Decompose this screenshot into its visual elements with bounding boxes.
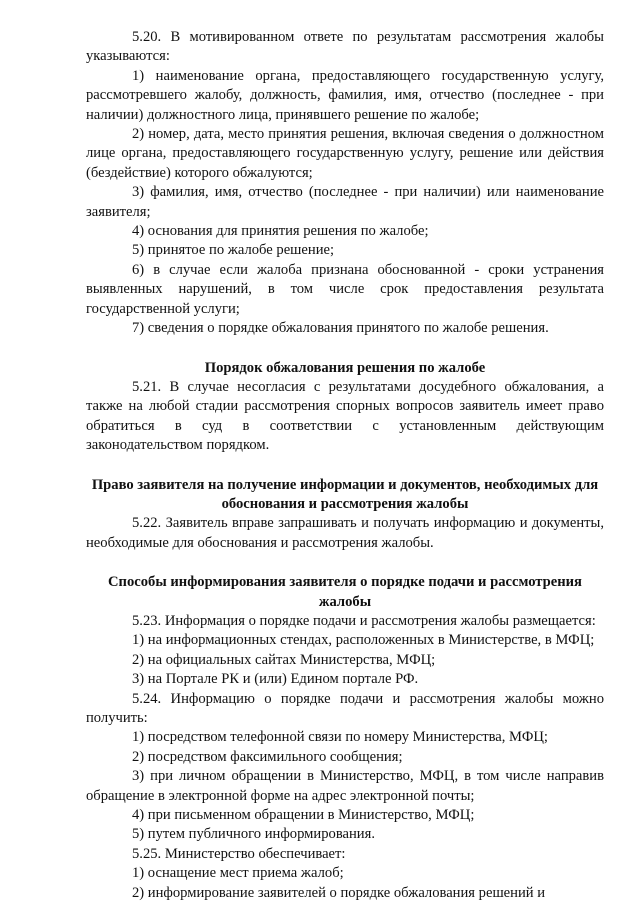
- list-item-5-20-2: 2) номер, дата, место принятия решения, включая сведения о должностном лице органа, предоставляющего государственную услугу, решение или действия (бездействие) которого обжалуются;: [86, 126, 604, 181]
- document-page: [86, 28, 604, 903]
- list-item-5-23-2: 2) на официальных сайтах Министерства, МФЦ;: [132, 651, 436, 668]
- list-item-5-20-6: 6) в случае если жалоба признана обоснованной - сроки устранения выявленных нарушений, в том числе срок предоставления результата государственной услуги;: [86, 261, 604, 317]
- list-item-5-24-4: 4) при письменном обращении в Министерство, МФЦ;: [132, 807, 475, 824]
- paragraph-5-21: 5.21. В случае несогласия с результатами досудебного обжалования, а также на любой стадии рассмотрения спорных вопросов заявитель имеет право обратиться в суд в соответствии с установленным действующим законодательством порядком.: [86, 378, 604, 454]
- list-item-5-25-1: 1) оснащение мест приема жалоб;: [132, 865, 344, 882]
- list-item-5-24-5: 5) путем публичного информирования.: [132, 826, 375, 843]
- section-heading-appeal: Порядок обжалования решения по жалобе: [204, 359, 486, 376]
- list-item-5-20-5: 5) принятое по жалобе решение;: [132, 242, 335, 259]
- section-heading-right-to-info: Право заявителя на получение информации и документов, необходимых для обоснования и рассмотрения жалобы: [91, 476, 599, 512]
- list-item-5-20-1: 1) наименование органа, предоставляющего государственную услугу, рассмотревшего жалобу, должность, фамилия, имя, отчество (последнее - при наличии) должностного лица, принявшего решение по жалобе;: [86, 67, 604, 123]
- list-item-5-23-1: 1) на информационных стендах, расположенных в Министерстве, в МФЦ;: [132, 632, 595, 649]
- paragraph-5-23: 5.23. Информация о порядке подачи и рассмотрения жалобы размещается:: [132, 612, 596, 629]
- list-item-5-23-3: 3) на Портале РК и (или) Едином портале РФ.: [132, 671, 419, 688]
- paragraph-5-24: 5.24. Информацию о порядке подачи и рассмотрения жалобы можно получить:: [86, 690, 604, 726]
- list-item-5-20-7: 7) сведения о порядке обжалования принятого по жалобе решения.: [132, 320, 549, 337]
- list-item-5-20-3: 3) фамилия, имя, отчество (последнее - при наличии) или наименование заявителя;: [86, 184, 604, 220]
- paragraph-5-22: 5.22. Заявитель вправе запрашивать и получать информацию и документы, необходимые для обоснования и рассмотрения жалобы.: [86, 515, 604, 551]
- list-item-5-24-2: 2) посредством факсимильного сообщения;: [132, 748, 403, 765]
- list-item-5-25-2: 2) информирование заявителей о порядке обжалования решений и: [132, 884, 546, 901]
- paragraph-5-25: 5.25. Министерство обеспечивает:: [132, 845, 346, 862]
- paragraph-5-20: 5.20. В мотивированном ответе по результатам рассмотрения жалобы указываются:: [86, 29, 604, 65]
- list-item-5-24-1: 1) посредством телефонной связи по номеру Министерства, МФЦ;: [132, 729, 548, 746]
- list-item-5-24-3: 3) при личном обращении в Министерство, МФЦ, в том числе направив обращение в электронной форме на адрес электронной почты;: [86, 768, 604, 804]
- section-heading-informing: Способы информирования заявителя о порядке подачи и рассмотрения жалобы: [108, 574, 582, 610]
- list-item-5-20-4: 4) основания для принятия решения по жалобе;: [132, 223, 429, 240]
